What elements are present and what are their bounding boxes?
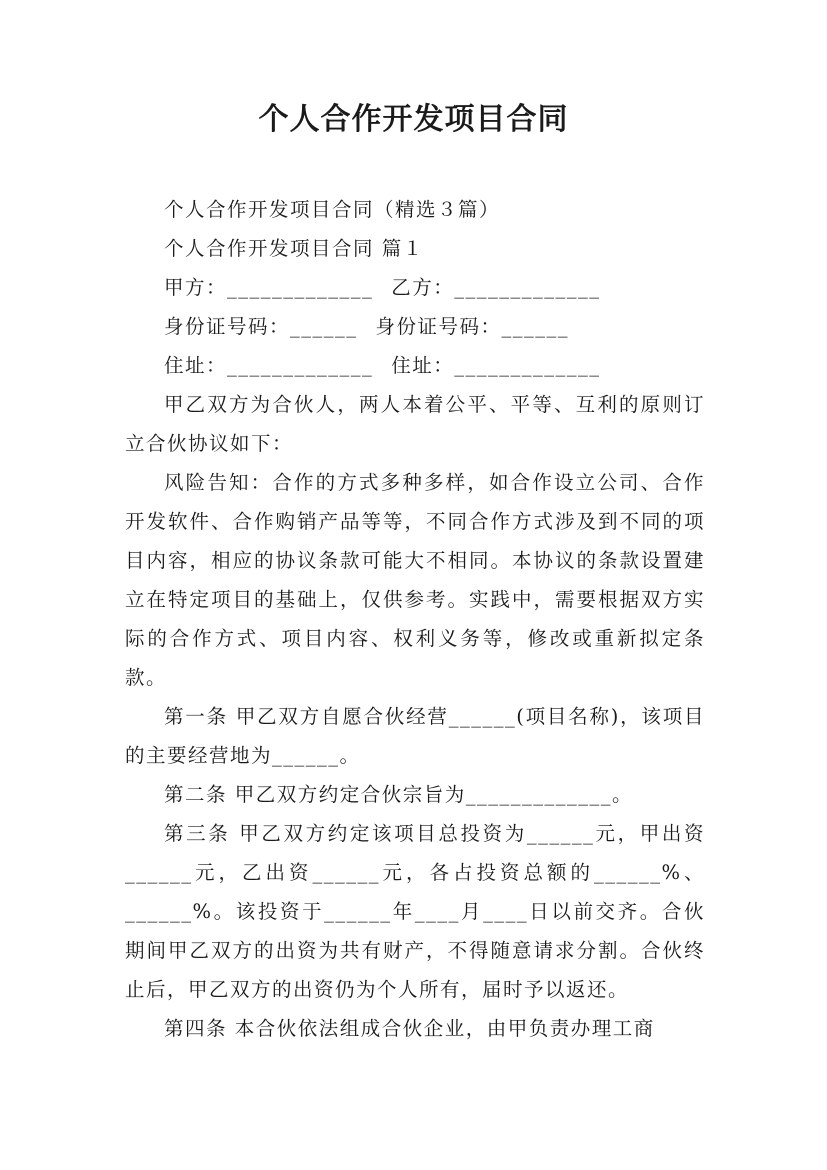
party-b-field: 乙方：_____________ xyxy=(391,276,601,299)
section-heading: 个人合作开发项目合同 篇１ xyxy=(164,237,424,260)
address-b-field: 住址：_____________ xyxy=(391,354,601,377)
address-row xyxy=(125,346,705,385)
paragraph-article-3: 第三条 甲乙双方约定该项目总投资为______元，甲出资______元，乙出资______元，各占投资总额的______%、______%。该投资于______年____月____日以前交齐。合伙期间甲乙双方的出资为共有财产，不得随意请求分割。合伙终止后，甲乙双方的出资仍为个人所有，届时予以返还。 xyxy=(125,822,705,1001)
paragraph-risk-notice: 风险告知：合作的方式多种多样，如合作设立公司、合作开发软件、合作购销产品等等，不同合作方式涉及到不同的项目内容，相应的协议条款可能大不相同。本协议的条款设置建立在特定项目的基础上，仅供参考。实践中，需要根据双方实际的合作方式、项目内容、权利义务等，修改或重新拟定条款。 xyxy=(125,471,705,689)
address-a-field: 住址：_____________ xyxy=(164,354,374,377)
id-b-field: 身份证号码：______ xyxy=(375,315,570,338)
paragraph-intro: 甲乙双方为合伙人，两人本着公平、平等、互利的原则订立合伙协议如下： xyxy=(125,393,705,455)
paragraph-article-1: 第一条 甲乙双方自愿合伙经营______(项目名称)，该项目的主要经营地为______。 xyxy=(125,705,705,767)
document-body xyxy=(125,190,705,1048)
id-row xyxy=(125,307,705,346)
party-row xyxy=(125,268,705,307)
party-a-field: 甲方：_____________ xyxy=(164,276,374,299)
document-subtitle: 个人合作开发项目合同（精选３篇） xyxy=(164,198,501,221)
paragraph-article-4: 第四条 本合伙依法组成合伙企业，由甲负责办理工商 xyxy=(164,1017,655,1040)
paragraph-article-2: 第二条 甲乙双方约定合伙宗旨为_____________。 xyxy=(164,783,633,806)
document-title: 个人合作开发项目合同 xyxy=(258,102,569,137)
id-a-field: 身份证号码：______ xyxy=(164,315,358,338)
